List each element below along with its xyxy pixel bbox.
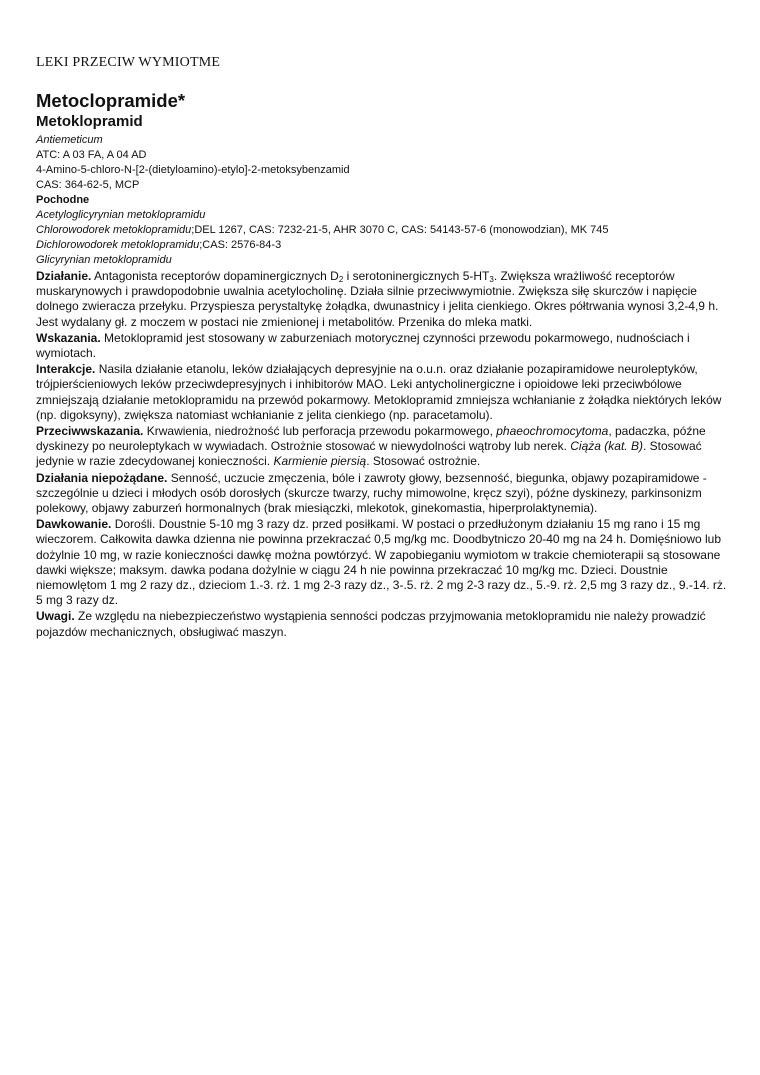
section-dzialania-niepozadane: Działania niepożądane. Senność, uczucie zmęczenia, bóle i zawroty głowy, bezsenność, biegunka, objawy pozapiramidowe - szczególnie u dzieci i młodych osób dorosłych (skurcze twarzy, ruchy mimowolne, kręcz szyi), późne dyskinezy, parkinsonizm polekowy, objawy zaburzeń hormonalnych (brak miesiączki, mlekotok, ginekomastia, hiperprolaktynemia). — [36, 470, 707, 516]
section-uwagi: Uwagi. Ze względu na niebezpieczeństwo wystąpienia senności podczas przyjmowania metoklopramidu nie należy prowadzić pojazdów mechanicznych, obsługiwać maszyn. — [36, 609, 706, 639]
section-dzialanie: Działanie. Antagonista receptorów dopaminergicznych $D_2$ i serotoninergicznych $5-HT_3$. Zwiększa wrażliwość receptorów muskarynowych i prawdopodobnie uwalnia acetylocholinę. Działa silnie przeciwwymiotnie. Zwiększa siłę skurczów i napięcie dolnego zwieracza przełyku. Przyspiesza perystaltykę żołądka, dwunastnicy i jelita cienkiego. Okres półtrwania wynosi 3,2-4,9 h. Jest wydalany gł. z moczem w postaci nie zmienionej i metabolitów. Przenika do mleka matki. — [36, 269, 719, 329]
section-interakcje: Interakcje. Nasila działanie etanolu, leków działających depresyjnie na o.u.n. oraz działanie pozapiramidowe neuroleptyków, trójpierścieniowych leków przeciwdepresyjnych i inhibitorów MAO. Leki antycholinergiczne i opioidowe leki przeciwbólowe zmniejszają działanie metoklopramidu na przewód pokarmowy. Metoklopramid zmniejsza wchłanianie z żołądka niektórych leków (np. digoksyny), zwiększa natomiast wchłanianie z jelita cienkiego (np. paracetamolu). — [36, 362, 722, 422]
derivative-name: Dichlorowodorek metoklopramidu — [36, 239, 200, 251]
derivative-item: Acetyloglicyrynian metoklopramidu — [36, 209, 206, 221]
section-label: Uwagi. — [36, 609, 75, 624]
derivatives-heading: Pochodne — [36, 194, 90, 206]
section-dawkowanie: Dawkowanie. Dorośli. Doustnie 5-10 mg 3 razy dz. przed posiłkami. W postaci o przedłużonym działaniu 15 mg rano i 15 mg wieczorem. Całkowita dawka dzienna nie powinna przekraczać 0,5 mg/kg mc. Doodbytniczo 20-40 mg na 24 h. Domięśniowo lub dożylnie 10 mg, w razie konieczności dawkę można powtórzyć. W zapobieganiu wymiotom w trakcie chemioterapii są stosowane dawki większe; maksym. dawka podana dożylnie w ciągu 24 h nie powinna przekraczać 10 mg/kg mc. Dzieci. Doustnie niemowlętom 1 mg 2 razy dz., dzieciom 1.-3. rż. 1 mg 2-3 razy dz., 3-.5. rż. 2 mg 2-3 razy dz., 5.-9. rż. 2,5 mg 3 razy dz., 9.-14. rż. 5 mg 3 razy dz. — [36, 517, 727, 608]
drug-category: Antiemeticum — [36, 134, 103, 146]
derivative-name: Chlorowodorek metoklopramidu — [36, 224, 192, 236]
atc-code: ATC: A 03 FA, A 04 AD — [36, 149, 147, 161]
derivative-details: ;CAS: 2576-84-3 — [199, 239, 282, 251]
section-label: Interakcje. — [36, 362, 96, 377]
drug-title: Metoclopramide* — [36, 90, 186, 111]
section-header: LEKI PRZECIW WYMIOTME — [36, 55, 221, 70]
section-label: Dawkowanie. — [36, 517, 112, 532]
drug-polish-name: Metoklopramid — [36, 113, 143, 130]
section-label: Wskazania. — [36, 330, 101, 345]
chemical-name: 4-Amino-5-chloro-N-[2-(dietyloamino)-etylo]-2-metoksybenzamid — [36, 164, 350, 176]
section-wskazania: Wskazania. Metoklopramid jest stosowany w zaburzeniach motorycznej czynności przewodu pokarmowego, nudnościach i wymiotach. — [36, 330, 690, 361]
derivative-item — [36, 238, 728, 253]
section-label: Przeciwwskazania. — [36, 424, 144, 439]
cas-number: CAS: 364-62-5, MCP — [36, 179, 140, 191]
derivative-item — [36, 223, 728, 238]
derivative-item: Glicyrynian metoklopramidu — [36, 254, 172, 266]
section-przeciwwskazania: Przeciwwskazania. Krwawienia, niedrożność lub perforacja przewodu pokarmowego, phaeochromocytoma, padaczka, późne dyskinezy po neuroleptykach w wywiadach. Ostrożnie stosować w niewydolności wątroby lub nerek. Ciąża (kat. B). Stosować jedynie w razie zdecydowanej konieczności. Karmienie piersią. Stosować ostrożnie. — [36, 424, 706, 469]
derivative-details: ;DEL 1267, CAS: 7232-21-5, AHR 3070 C, CAS: 54143-57-6 (monowodzian), MK 745 — [191, 224, 609, 236]
section-label: Działanie. — [36, 269, 92, 283]
section-label: Działania niepożądane. — [36, 470, 168, 485]
document-page — [36, 54, 728, 640]
